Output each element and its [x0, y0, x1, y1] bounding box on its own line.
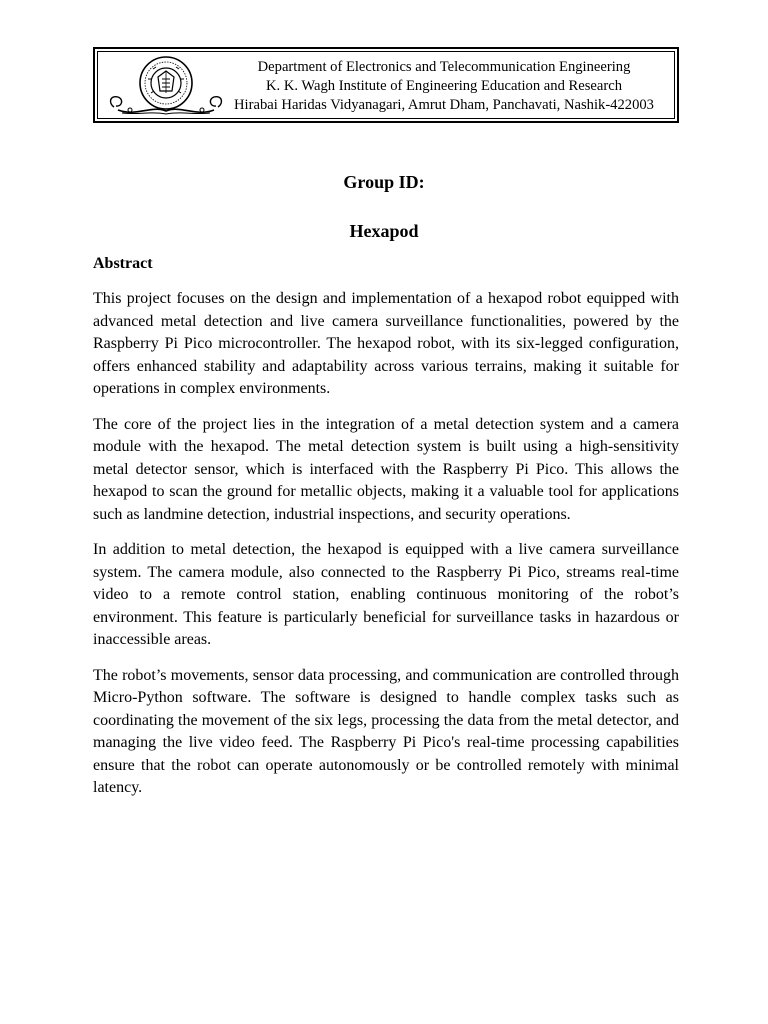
- abstract-paragraph-3: In addition to metal detection, the hexapod is equipped with a live camera surveillance system. The camera module, also connected to the Raspberry Pi Pico, streams real-time video to a remote control station, enabling continuous monitoring of the robot’s environment. This feature is particularly beneficial for surveillance tasks in hazardous or inaccessible areas.: [93, 541, 679, 648]
- abstract-paragraph-1: This project focuses on the design and implementation of a hexapod robot equipped with advanced metal detection and live camera surveillance functionalities, powered by the Raspberry Pi Pico microcontroller. The hexapod robot, with its six-legged configuration, offers enhanced stability and adaptability across various terrains, making it suitable for operations in complex environments.: [93, 290, 679, 397]
- abstract-paragraph-2: The core of the project lies in the integration of a metal detection system and a camera module with the hexapod. The metal detection system is built using a high-sensitivity metal detector sensor, which is interfaced with the Raspberry Pi Pico. This allows the hexapod to scan the ground for metallic objects, making it a valuable tool for applications such as landmine detection, industrial inspections, and security operations.: [93, 415, 679, 523]
- letterhead: [93, 47, 679, 123]
- department-name: Department of Electronics and Telecommunication Engineering: [257, 59, 631, 75]
- letterhead-text: [220, 58, 668, 115]
- institute-address: Hirabai Haridas Vidyanagari, Amrut Dham, Panchavati, Nashik-422003: [234, 97, 654, 113]
- abstract-paragraph-4: The robot’s movements, sensor data processing, and communication are controlled through Micro-Python software. The software is designed to handle complex tasks such as coordinating the movement of the six legs, processing the data from the metal detector, and managing the live video feed. The Raspberry Pi Pico's real-time processing capabilities ensure that the robot can operate autonomously or be controlled remotely with minimal latency.: [93, 666, 679, 796]
- document-title: Hexapod: [349, 221, 419, 241]
- section-heading-abstract: Abstract: [93, 255, 153, 272]
- institute-seal-icon: [106, 55, 226, 117]
- institute-name: K. K. Wagh Institute of Engineering Education and Research: [266, 78, 622, 94]
- group-id-label: Group ID:: [343, 172, 425, 192]
- letterhead-inner-border: [97, 51, 675, 119]
- abstract-body: [93, 288, 679, 813]
